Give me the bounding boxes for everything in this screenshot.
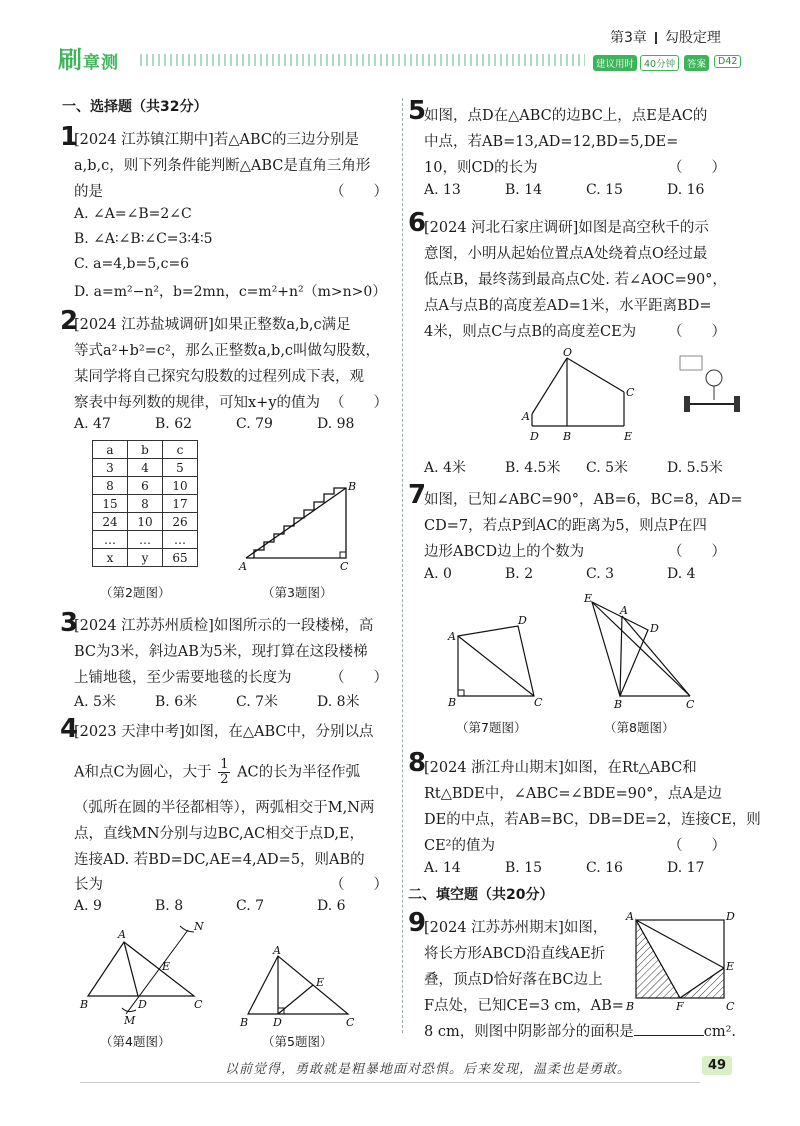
q9-line-2: 将长方形ABCD沿直线AE折 (424, 946, 606, 962)
label-e: E (584, 592, 593, 605)
figure-9 (620, 906, 740, 1018)
q4-option-d: D. 6 (317, 898, 346, 914)
q5-option-a: A. 13 (424, 182, 461, 198)
pythagorean-table (92, 440, 198, 567)
figure-caption: （第4题图） (100, 1034, 171, 1049)
q4-line-4: 点，直线MN分别与边BC,AC相交于点D,E， (74, 826, 365, 842)
logo-sub: 章测 (83, 53, 119, 73)
q4-option-c: C. 7 (236, 898, 265, 914)
label-b: B (348, 480, 357, 493)
q8-option-b: B. 15 (505, 860, 543, 876)
label-b: B (626, 1000, 635, 1013)
chapter-number: 第3章 (610, 30, 647, 46)
q3-line-2: BC为3米，斜边AB为5米，现打算在这段楼梯 (74, 644, 368, 660)
answer-blank[interactable] (634, 1035, 704, 1036)
table-row (93, 513, 198, 531)
q7-option-b: B. 2 (505, 566, 534, 582)
q2-line-3: 某同学将自己探究勾股数的过程列成下表，观 (74, 369, 364, 385)
answer-paren: （ ） (668, 160, 726, 176)
q9-line-4: F点处，已知CE=3 cm，AB= (424, 998, 624, 1014)
label-b: B (80, 998, 89, 1011)
table-row (93, 477, 198, 495)
q8-option-c: C. 16 (586, 860, 623, 876)
column-divider (402, 98, 403, 1033)
label-e: E (316, 976, 325, 989)
table-cell: 17 (163, 495, 198, 513)
section-title: 二、填空题（共20分） (408, 887, 554, 903)
answer-page: D42 (714, 55, 741, 68)
answer-paren: （ ） (330, 670, 388, 686)
answer-paren: （ ） (330, 877, 388, 893)
label-d: D (138, 998, 147, 1011)
q4-line-2a: A和点C为圆心，大于 (74, 764, 212, 781)
table-row (93, 549, 198, 567)
label-e: E (624, 430, 633, 443)
q4-option-b: B. 8 (155, 898, 184, 914)
q5-option-d: D. 16 (667, 182, 705, 198)
label-b: B (240, 1016, 249, 1029)
q1-line-2: a,b,c，则下列条件能判断△ABC是直角三角形 (74, 158, 371, 174)
q2-option-a: A. 47 (74, 416, 111, 432)
q5-line-2: 中点，若AB=13,AD=12,BD=5,DE= (424, 134, 679, 150)
label-b: B (614, 698, 623, 711)
q1-option-b: B. ∠A∶∠B∶∠C=3∶4∶5 (74, 231, 213, 247)
label-c: C (346, 1016, 355, 1029)
q3-line-1: [2024 江苏苏州质检]如图所示的一段楼梯，高 (74, 618, 374, 634)
q6-line-2: 意图，小明从起始位置点A处绕着点O经过最 (424, 246, 708, 262)
q7-option-a: A. 0 (424, 566, 452, 582)
footer-quote: 以前觉得，勇敢就是粗暴地面对恐惧。后来发现，温柔也是勇敢。 (225, 1062, 632, 1077)
table-cell: 5 (163, 459, 198, 477)
q3-line-3: 上铺地毯，至少需要地毯的长度为 (74, 670, 292, 686)
q8-option-a: A. 14 (424, 860, 461, 876)
question-number: 6 (408, 208, 427, 238)
table-cell: 6 (128, 477, 163, 495)
q6-option-b: B. 4.5米 (505, 460, 561, 476)
label-d: D (726, 910, 735, 923)
table-cell: 8 (128, 495, 163, 513)
q9-line-3: 叠，顶点D恰好落在BC边上 (424, 972, 603, 988)
q6-option-a: A. 4米 (424, 460, 466, 476)
table-cell: y (128, 549, 163, 567)
q2-line-1: [2024 江苏盐城调研]如果正整数a,b,c满足 (74, 317, 351, 333)
label-c: C (626, 386, 635, 399)
section-title: 一、选择题（共32分） (62, 99, 208, 115)
label-n: N (194, 920, 204, 933)
label-a: A (522, 410, 530, 423)
q2-option-d: D. 98 (317, 416, 355, 432)
figure-caption: （第7题图） (456, 720, 527, 735)
table-cell: a (93, 441, 128, 459)
table-cell: 10 (163, 477, 198, 495)
table-cell: 24 (93, 513, 128, 531)
q2-option-b: B. 62 (155, 416, 193, 432)
label-c: C (194, 998, 203, 1011)
q4-line-2b: AC的长为半径作弧 (237, 764, 361, 781)
swing-figure (512, 346, 642, 446)
q4-line-5: 连接AD. 若BD=DC,AE=4,AD=5，则AB的 (74, 852, 365, 868)
table-cell: … (93, 531, 128, 549)
table-row (93, 495, 198, 513)
label-b: B (448, 696, 457, 709)
q8-line-3: DE的中点，若AB=BC，DB=DE=2，连接CE，则 (424, 812, 761, 828)
figure-8 (580, 590, 700, 712)
label-a: A (448, 630, 456, 643)
table-cell: 8 (93, 477, 128, 495)
q4-line-2 (74, 758, 360, 787)
table-row (93, 531, 198, 549)
question-number: 8 (408, 748, 427, 778)
q3-option-a: A. 5米 (74, 694, 116, 710)
time-value: 40分钟 (640, 55, 679, 71)
q2-line-2: 等式a²+b²=c²，那么正整数a,b,c叫做勾股数， (74, 343, 381, 359)
figure-5 (238, 944, 358, 1030)
label-c: C (534, 696, 543, 709)
label-m: M (124, 1014, 136, 1027)
q2-option-c: C. 79 (236, 416, 273, 432)
table-cell: 15 (93, 495, 128, 513)
answer-paren: （ ） (330, 395, 388, 411)
label-a: A (620, 604, 628, 617)
answer-paren: （ ） (668, 838, 726, 854)
question-number: 2 (60, 306, 79, 336)
fraction-numerator: 1 (220, 757, 229, 772)
label-c: C (726, 1000, 735, 1013)
q5-option-b: B. 14 (505, 182, 543, 198)
q8-line-2: Rt△BDE中，∠ABC=∠BDE=90°，点A是边 (424, 786, 722, 802)
table-cell: x (93, 549, 128, 567)
q5-option-c: C. 15 (586, 182, 623, 198)
label-c: C (686, 698, 695, 711)
question-number: 5 (408, 96, 427, 126)
chapter-heading (610, 27, 721, 47)
fraction-denominator: 2 (220, 772, 229, 787)
table-cell: 3 (93, 459, 128, 477)
footer-rule (80, 1082, 700, 1083)
q9-unit: cm². (703, 1024, 737, 1040)
q1-line-3: 的是 (74, 184, 103, 200)
time-label: 建议用时 (593, 55, 637, 71)
brand-logo (58, 40, 119, 75)
table-cell: 10 (128, 513, 163, 531)
q8-option-d: D. 17 (667, 860, 705, 876)
q6-option-c: C. 5米 (586, 460, 629, 476)
question-number: 3 (60, 608, 79, 638)
q3-option-b: B. 6米 (155, 694, 198, 710)
table-cell: … (163, 531, 198, 549)
question-number: 9 (408, 908, 427, 938)
label-a: A (273, 944, 281, 957)
table-cell: b (128, 441, 163, 459)
page-number: 49 (702, 1056, 732, 1075)
q1-option-d: D. a=m²−n²，b=2mn，c=m²+n²（m>n>0） (74, 284, 387, 300)
q2-line-4: 察表中每列数的规律，可知x+y的值为 (74, 395, 321, 411)
q7-line-3: 边形ABCD边上的个数为 (424, 544, 585, 560)
weightlifter-cartoon-icon (676, 350, 746, 416)
q7-option-d: D. 4 (667, 566, 696, 582)
staircase-figure (236, 478, 366, 574)
q1-option-a: A. ∠A=∠B=2∠C (74, 206, 192, 222)
table-cell: 4 (128, 459, 163, 477)
q5-line-1: 如图，点D在△ABC的边BC上，点E是AC的 (424, 108, 708, 124)
q8-line-4: CE²的值为 (424, 838, 495, 854)
label-o: O (563, 346, 573, 359)
table-cell: … (128, 531, 163, 549)
q1-line-1: [2024 江苏镇江期中]若△ABC的三边分别是 (74, 132, 359, 148)
table-cell: 65 (163, 549, 198, 567)
q8-line-1: [2024 浙江舟山期末]如图，在Rt△ABC和 (424, 760, 697, 776)
label-a: A (626, 910, 634, 923)
q9-line-1: [2024 江苏苏州期末]如图， (424, 920, 608, 936)
table-cell: c (163, 441, 198, 459)
q9-line-5 (424, 1020, 736, 1041)
table-cell: 26 (163, 513, 198, 531)
question-number: 7 (408, 480, 427, 510)
q3-option-c: C. 7米 (236, 694, 279, 710)
table-row (93, 441, 198, 459)
q7-option-c: C. 3 (586, 566, 615, 582)
figure-caption: （第8题图） (604, 720, 675, 735)
answer-paren: （ ） (330, 184, 388, 200)
label-d: D (530, 430, 539, 443)
q4-line-1: [2023 天津中考]如图，在△ABC中，分别以点 (74, 724, 374, 740)
fraction-half (218, 758, 230, 787)
q1-option-c: C. a=4,b=5,c=6 (74, 256, 190, 272)
q4-option-a: A. 9 (74, 898, 102, 914)
answer-label: 答案 (684, 55, 709, 71)
label-e: E (726, 960, 735, 973)
q6-line-3: 低点B，最终荡到最高点C处. 若∠AOC=90°， (424, 272, 727, 288)
logo-main: 刷 (58, 46, 83, 74)
label-e: E (162, 960, 171, 973)
q9-line-5-text: 8 cm，则图中阴影部分的面积是 (424, 1024, 634, 1040)
label-d: D (273, 1016, 282, 1029)
answer-paren: （ ） (668, 544, 726, 560)
label-f: F (676, 1000, 684, 1013)
label-a: A (239, 560, 247, 573)
q7-line-1: 如图，已知∠ABC=90°，AB=6，BC=8，AD= (424, 492, 743, 508)
figure-4 (76, 916, 216, 1028)
label-d: D (650, 622, 659, 635)
figure-7 (444, 602, 554, 712)
figure-caption: （第3题图） (262, 585, 333, 600)
label-c: C (340, 560, 349, 573)
q6-line-4: 点A与点B的高度差AD=1米，水平距离BD= (424, 298, 712, 314)
figure-caption: （第5题图） (262, 1034, 333, 1049)
q7-line-2: CD=7，若点P到AC的距离为5，则点P在四 (424, 518, 707, 534)
question-number: 1 (60, 122, 79, 152)
answer-paren: （ ） (668, 324, 726, 340)
label-d: D (518, 614, 527, 627)
table-row (93, 459, 198, 477)
header-stripe (140, 54, 585, 66)
label-b: B (563, 430, 572, 443)
q5-line-3: 10，则CD的长为 (424, 160, 538, 176)
q4-line-6: 长为 (74, 877, 103, 893)
question-number: 4 (60, 714, 79, 744)
q4-line-3: （弧所在圆的半径都相等），两弧相交于M,N两 (74, 800, 375, 816)
label-a: A (118, 928, 126, 941)
q6-option-d: D. 5.5米 (667, 460, 723, 476)
chapter-title: 勾股定理 (664, 30, 721, 46)
q6-line-5: 4米，则点C与点B的高度差CE为 (424, 324, 637, 340)
q6-line-1: [2024 河北石家庄调研]如图是高空秋千的示 (424, 220, 709, 236)
figure-caption: （第2题图） (100, 585, 171, 600)
q3-option-d: D. 8米 (317, 694, 360, 710)
